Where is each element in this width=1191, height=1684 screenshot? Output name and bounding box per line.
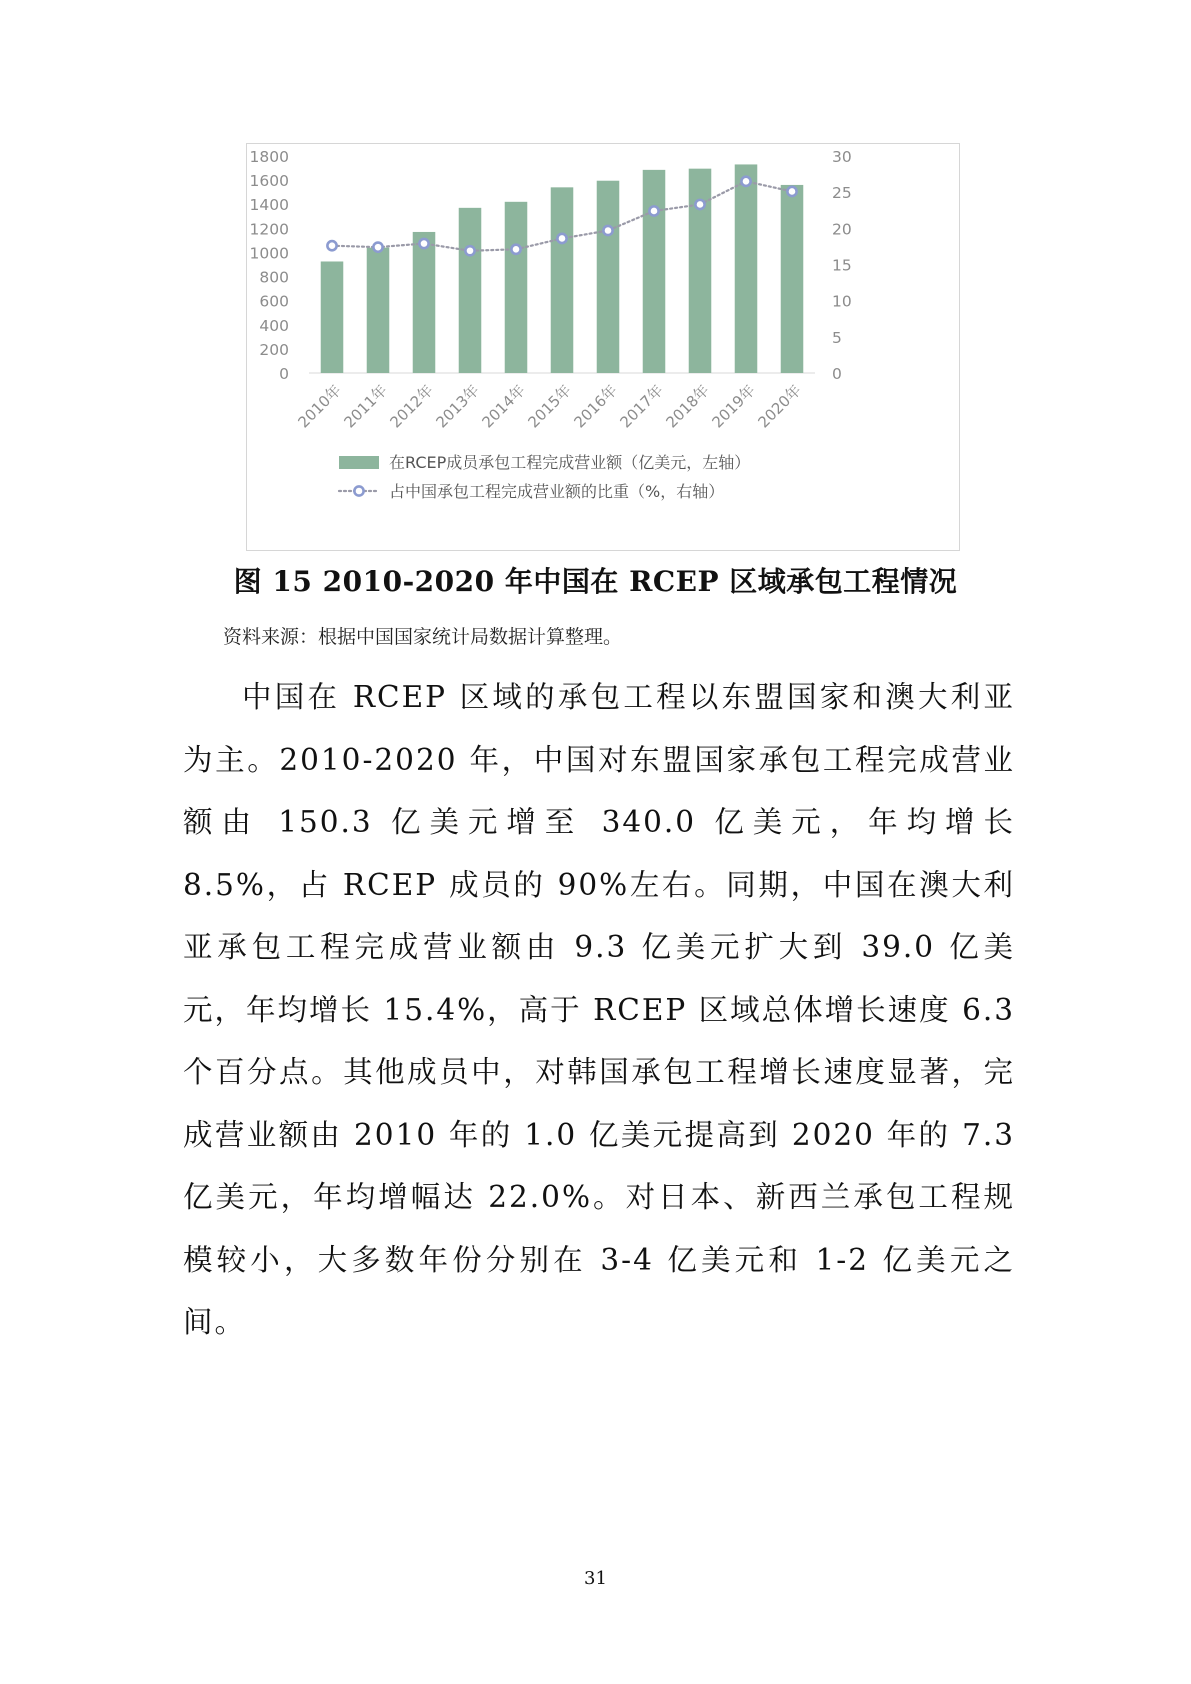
left-axis-tick-label: 1800: [249, 148, 289, 166]
right-axis-tick-label: 15: [832, 256, 852, 275]
bar: [505, 202, 528, 373]
left-axis-tick-label: 400: [259, 316, 289, 335]
line-point: [649, 206, 658, 215]
bar: [459, 208, 482, 373]
chart-frame: [246, 143, 960, 551]
left-axis-tick-label: 1600: [249, 172, 289, 191]
x-axis-tick-label: 2017年: [616, 381, 667, 432]
right-axis-tick-label: 5: [832, 328, 842, 347]
left-axis-tick-label: 600: [259, 292, 289, 311]
x-axis-tick-label: 2011年: [340, 381, 391, 432]
line-point: [465, 246, 474, 255]
right-axis-tick-label: 30: [832, 148, 852, 166]
left-axis-tick-label: 800: [259, 268, 289, 287]
line-point: [327, 241, 336, 250]
legend-label-line: 占中国承包工程完成营业额的比重（%，右轴）: [389, 482, 725, 501]
x-axis-tick-label: 2013年: [432, 381, 483, 432]
bar: [367, 248, 390, 373]
line-point: [419, 239, 428, 248]
bar: [551, 187, 574, 373]
line-point: [741, 177, 750, 186]
left-axis-tick-label: 200: [259, 340, 289, 359]
left-axis-tick-label: 1200: [249, 220, 289, 239]
line-point: [373, 243, 382, 252]
line-point: [511, 245, 520, 254]
x-axis-tick-label: 2014年: [478, 381, 529, 432]
x-axis-tick-label: 2020年: [754, 381, 805, 432]
line-point: [557, 234, 566, 243]
body-text: [183, 666, 1015, 1354]
chart: [247, 144, 961, 552]
legend-label-bar: 在RCEP成员承包工程完成营业额（亿美元，左轴）: [389, 453, 751, 472]
bar: [781, 185, 804, 373]
legend-swatch-bar: [339, 456, 379, 469]
x-axis-tick-label: 2010年: [294, 381, 345, 432]
x-axis-tick-label: 2015年: [524, 381, 575, 432]
x-axis-tick-label: 2016年: [570, 381, 621, 432]
x-axis-tick-label: 2012年: [386, 381, 437, 432]
right-axis-tick-label: 10: [832, 292, 852, 311]
x-axis-tick-label: 2018年: [662, 381, 713, 432]
left-axis-tick-label: 0: [279, 365, 289, 383]
right-axis-tick-label: 0: [832, 365, 842, 383]
line-point: [787, 187, 796, 196]
left-axis-tick-label: 1400: [249, 196, 289, 215]
line-point: [603, 226, 612, 235]
x-axis-tick-label: 2019年: [708, 381, 759, 432]
legend-swatch-marker: [354, 486, 363, 495]
figure-source: 资料来源：根据中国国家统计局数据计算整理。: [223, 626, 623, 648]
right-axis-tick-label: 25: [832, 184, 852, 203]
page-number: 31: [584, 1568, 607, 1589]
bar: [321, 261, 344, 373]
figure-title: 图 15 2010-2020 年中国在 RCEP 区域承包工程情况: [233, 565, 958, 598]
left-axis-tick-label: 1000: [249, 244, 289, 263]
bar: [597, 181, 620, 373]
bar: [413, 232, 436, 373]
line-point: [695, 200, 704, 209]
bar: [735, 164, 758, 373]
right-axis-tick-label: 20: [832, 220, 852, 239]
paragraph: 中国在 RCEP 区域的承包工程以东盟国家和澳大利亚为主。2010-2020 年，中国对东盟国家承包工程完成营业额由 150.3 亿美元增至 340.0 亿美元，年均增长 8.5%，占 RCEP 成员的 90%左右。同期，中国在澳大利亚承包工程完成营业额由 9.3 亿美元扩大到 39.0 亿美元，年均增长 15.4%，高于 RCEP 区域总体增长速度 6.3 个百分点。其他成员中，对韩国承包工程增长速度显著，完成营业额由 2010 年的 1.0 亿美元提高到 2020 年的 7.3 亿美元，年均增幅达 22.0%。对日本、新西兰承包工程规模较小，大多数年份分别在 3-4 亿美元和 1-2 亿美元之间。: [183, 680, 1015, 1339]
bar: [643, 170, 666, 373]
